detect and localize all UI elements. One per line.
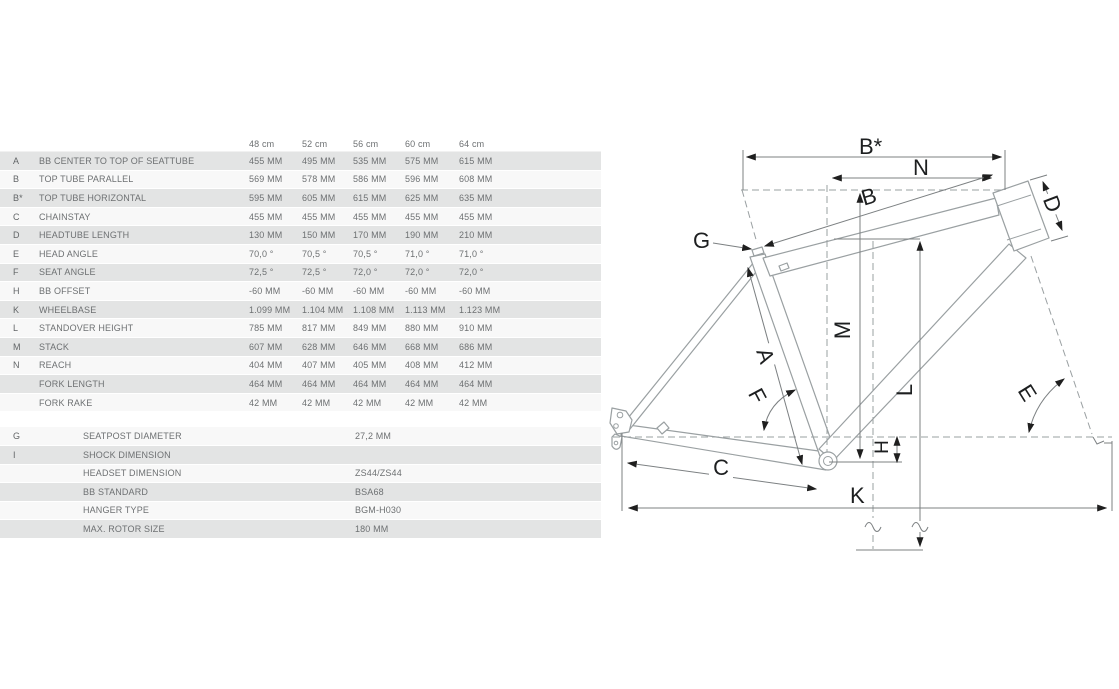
cell-value: 608 MM (459, 174, 493, 185)
table-row (0, 338, 601, 357)
cell-value: 72,0 ° (405, 267, 430, 278)
cell-value: 586 MM (353, 174, 387, 185)
row-label: HANGER TYPE (83, 505, 149, 516)
cell-value: 42 MM (302, 397, 331, 408)
row-letter: D (13, 230, 20, 241)
size-header: 64 cm (459, 138, 485, 149)
table-row (0, 264, 601, 283)
cell-value: 405 MM (353, 360, 387, 371)
seat-axis-extension (742, 190, 757, 243)
cell-value: 1.113 MM (405, 304, 446, 315)
table-header-row (0, 136, 601, 152)
cell-value: 1.104 MM (302, 304, 344, 315)
cell-value: 71,0 ° (405, 248, 430, 259)
table-row (0, 152, 601, 171)
size-header: 52 cm (302, 138, 328, 149)
table-row (0, 226, 601, 245)
cell-value: 455 MM (459, 211, 493, 222)
cell-value: 408 MM (405, 360, 439, 371)
cell-value: 1.108 MM (353, 304, 395, 315)
row-label: FORK RAKE (39, 397, 93, 408)
cell-value: 1.123 MM (459, 304, 501, 315)
row-letter: M (13, 341, 21, 352)
cell-value: 575 MM (405, 155, 439, 166)
cell-value: 635 MM (459, 192, 493, 203)
cell-value: 595 MM (249, 192, 283, 203)
dimension-label-b: B (858, 182, 880, 211)
row-label: FORK LENGTH (39, 378, 105, 389)
dimension-label-e: E (1012, 379, 1042, 406)
cell-value: 404 MM (249, 360, 283, 371)
cell-value: 849 MM (353, 323, 387, 334)
cell-value: 455 MM (353, 211, 387, 222)
table-row (0, 319, 601, 338)
row-label: STACK (39, 341, 70, 352)
cell-value: 42 MM (405, 397, 434, 408)
head-tube (993, 181, 1049, 251)
cell-value: 180 MM (355, 524, 389, 535)
spec-section (0, 427, 601, 539)
row-label: TOP TUBE HORIZONTAL (39, 192, 147, 203)
dimension-label-l: L (892, 383, 917, 397)
cell-value: 72,5 ° (249, 267, 274, 278)
cell-value: 628 MM (302, 341, 336, 352)
cell-value: 578 MM (302, 174, 336, 185)
row-label: BB STANDARD (83, 486, 148, 497)
row-letter: C (13, 211, 20, 222)
cell-value: 72,5 ° (302, 267, 327, 278)
row-label: MAX. ROTOR SIZE (83, 524, 165, 535)
row-letter: B* (13, 192, 23, 203)
cell-value: 785 MM (249, 323, 283, 334)
cell-value: 27,2 MM (355, 431, 392, 442)
cell-value: 72,0 ° (459, 267, 484, 278)
row-label: HEADSET DIMENSION (83, 468, 182, 479)
cell-value: 607 MM (249, 341, 283, 352)
cell-value: 605 MM (302, 192, 336, 203)
cell-value: 190 MM (405, 230, 439, 241)
table-row (0, 394, 601, 413)
row-letter: I (13, 449, 16, 460)
cell-value: 455 MM (302, 211, 336, 222)
dimension-g-leader (713, 243, 751, 249)
steering-axis-extension (1031, 256, 1092, 434)
bottom-bracket-shell (819, 452, 837, 470)
dimension-label-n: N (913, 155, 929, 180)
cell-value: 464 MM (249, 378, 283, 389)
row-label: WHEELBASE (39, 304, 97, 315)
seatstay-tube (624, 262, 760, 429)
cell-value: 464 MM (459, 378, 493, 389)
cell-value: 535 MM (353, 155, 387, 166)
row-label: BB OFFSET (39, 285, 91, 296)
headtube-extension-tick (1051, 236, 1068, 241)
dimension-label-a: A (751, 344, 780, 367)
cell-value: 42 MM (459, 397, 488, 408)
cell-value: 569 MM (249, 174, 283, 185)
cell-value: 495 MM (302, 155, 336, 166)
row-label: SEAT ANGLE (39, 267, 96, 278)
table-row (0, 375, 601, 394)
cell-value: -60 MM (302, 285, 334, 296)
row-label: SEATPOST DIAMETER (83, 431, 182, 442)
cell-value: 170 MM (353, 230, 387, 241)
cell-value: 464 MM (405, 378, 439, 389)
cell-value: -60 MM (249, 285, 281, 296)
cell-value: 646 MM (353, 341, 387, 352)
cell-value: 407 MM (302, 360, 336, 371)
row-letter: F (13, 267, 19, 278)
cell-value: 464 MM (353, 378, 387, 389)
cell-value: 70,5 ° (353, 248, 378, 259)
cell-value: 596 MM (405, 174, 439, 185)
row-letter: A (13, 155, 20, 166)
row-letter: H (13, 285, 20, 296)
cell-value: 72,0 ° (353, 267, 378, 278)
spec-row (0, 520, 601, 539)
cell-value: 455 MM (249, 211, 283, 222)
cell-value: 42 MM (249, 397, 278, 408)
table-row (0, 189, 601, 208)
down-tube (819, 244, 1026, 461)
geometry-table (0, 136, 601, 539)
dimension-label-c: C (713, 455, 729, 480)
spec-row (0, 427, 601, 446)
row-label: STANDOVER HEIGHT (39, 323, 134, 334)
cell-value: 42 MM (353, 397, 382, 408)
table-row (0, 245, 601, 264)
size-header: 56 cm (353, 138, 379, 149)
dimension-label-b-star: B* (859, 134, 883, 159)
spec-row (0, 446, 601, 465)
cell-value: ZS44/ZS44 (355, 468, 402, 479)
size-header: 60 cm (405, 138, 431, 149)
cell-value: 455 MM (249, 155, 283, 166)
size-header: 48 cm (249, 138, 275, 149)
cell-value: 412 MM (459, 360, 493, 371)
cell-value: -60 MM (405, 285, 437, 296)
cell-value: 150 MM (302, 230, 336, 241)
dimension-label-h: H (872, 440, 893, 454)
cell-value: 686 MM (459, 341, 493, 352)
cell-value: 130 MM (249, 230, 283, 241)
cell-value: 910 MM (459, 323, 493, 334)
dimension-label-g: G (693, 228, 711, 253)
cell-value: -60 MM (459, 285, 491, 296)
row-label: REACH (39, 360, 72, 371)
table-row (0, 282, 601, 301)
spec-row (0, 502, 601, 521)
cell-value: 1.099 MM (249, 304, 291, 315)
table-row (0, 357, 601, 376)
cell-value: 210 MM (459, 230, 493, 241)
cell-value: BGM-H030 (355, 505, 402, 516)
cell-value: 668 MM (405, 341, 439, 352)
row-letter: N (13, 360, 20, 371)
dimension-label-d: D (1037, 191, 1067, 216)
frame-geometry-diagram (600, 120, 1119, 580)
cell-value: 817 MM (302, 323, 336, 334)
cell-value: 880 MM (405, 323, 439, 334)
row-label: SHOCK DIMENSION (83, 449, 171, 460)
row-letter: L (13, 323, 19, 334)
cell-value: -60 MM (353, 285, 385, 296)
cell-value: 625 MM (405, 192, 439, 203)
table-row (0, 208, 601, 227)
dimension-label-f: F (743, 383, 772, 408)
dimension-label-k: K (850, 483, 865, 508)
row-label: HEAD ANGLE (39, 248, 99, 259)
front-axle-mark (1093, 437, 1104, 444)
table-row (0, 301, 601, 320)
cell-value: 464 MM (302, 378, 336, 389)
row-label: TOP TUBE PARALLEL (39, 174, 134, 185)
row-letter: E (13, 248, 20, 259)
row-label: CHAINSTAY (39, 211, 91, 222)
cell-value: 70,5 ° (302, 248, 327, 259)
spec-row (0, 465, 601, 484)
table-row (0, 171, 601, 190)
row-letter: G (13, 431, 21, 442)
row-letter: B (13, 174, 20, 185)
dimension-label-m: M (830, 320, 855, 340)
cell-value: 70,0 ° (249, 248, 274, 259)
spec-row (0, 483, 601, 502)
cell-value: BSA68 (355, 486, 384, 497)
cell-value: 615 MM (353, 192, 387, 203)
cell-value: 71,0 ° (459, 248, 484, 259)
cell-value: 615 MM (459, 155, 493, 166)
headtube-extension-tick (1030, 175, 1047, 180)
row-label: HEADTUBE LENGTH (39, 230, 130, 241)
row-letter: K (13, 304, 20, 315)
row-label: BB CENTER TO TOP OF SEATTUBE (39, 155, 195, 166)
cell-value: 455 MM (405, 211, 439, 222)
